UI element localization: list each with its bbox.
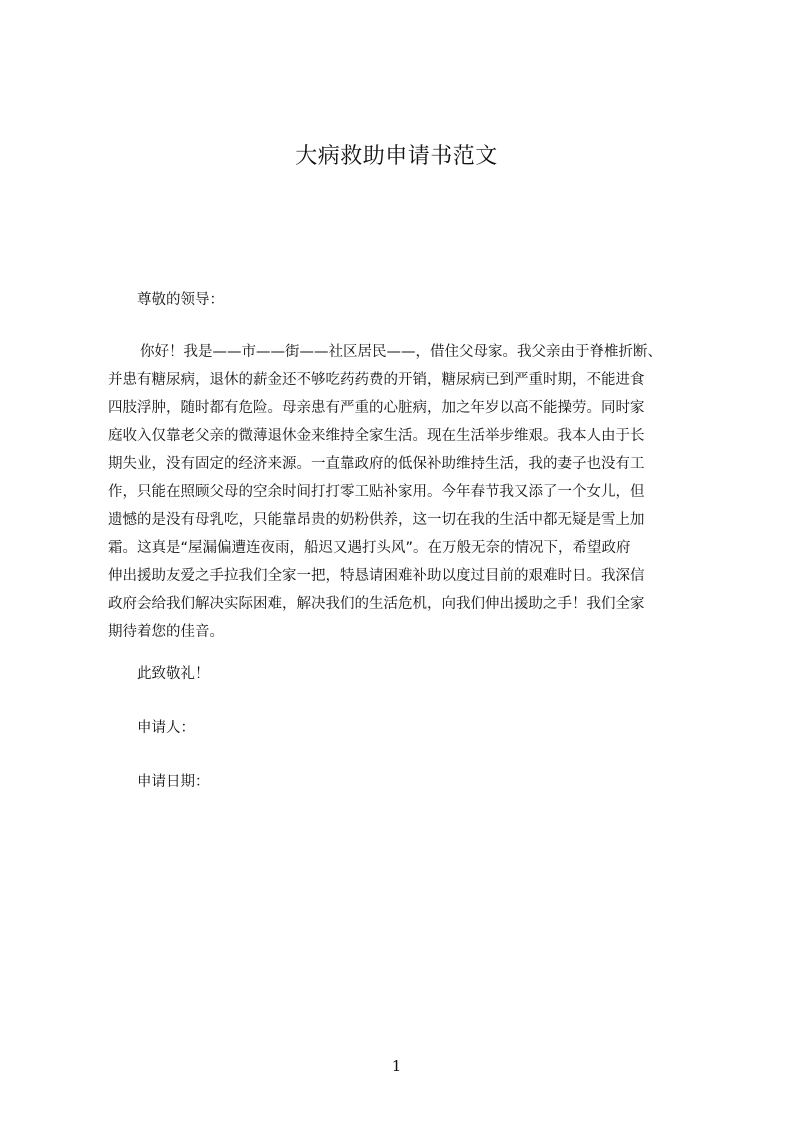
- page-number: 1: [391, 1057, 402, 1075]
- body-line: 并患有糖尿病，退休的薪金还不够吃药药费的开销，糖尿病已到严重时期，不能进食: [108, 372, 645, 388]
- body-line: 作，只能在照顾父母的空余时间打打零工贴补家用。今年春节我又添了一个女儿，但: [108, 484, 645, 500]
- body-line: 庭收入仅靠老父亲的微薄退休金来维持全家生活。现在生活举步维艰。我本人由于长: [108, 428, 645, 444]
- body-line: 期待着您的佳音。: [108, 624, 224, 640]
- document-title: 大病救助申请书范文: [295, 144, 498, 169]
- body-line: 期失业，没有固定的经济来源。一直靠政府的低保补助维持生活，我的妻子也没有工: [108, 456, 645, 472]
- salutation: 尊敬的领导：: [137, 292, 224, 308]
- body-line: 遗憾的是没有母乳吃，只能靠昂贵的奶粉供养，这一切在我的生活中都无疑是雪上加: [108, 512, 645, 528]
- body-line: 霜。这真是“屋漏偏遭连夜雨，船迟又遇打头风”。在万般无奈的情况下，希望政府: [108, 540, 631, 556]
- body-line: 你好！我是——市——街——社区居民——，借住父母家。我父亲由于脊椎折断、: [140, 344, 662, 360]
- body-line: 政府会给我们解决实际困难，解决我们的生活危机，向我们伸出援助之手！我们全家: [108, 596, 645, 612]
- body-line: 四肢浮肿，随时都有危险。母亲患有严重的心脏病，加之年岁以高不能操劳。同时家: [108, 400, 645, 416]
- body-line: 伸出援助友爱之手拉我们全家一把，特恳请困难补助以度过目前的艰难时日。我深信: [108, 568, 645, 584]
- date-label: 申请日期：: [137, 774, 210, 790]
- applicant-label: 申请人：: [137, 720, 195, 736]
- closing-salute: 此致敬礼！: [137, 666, 210, 682]
